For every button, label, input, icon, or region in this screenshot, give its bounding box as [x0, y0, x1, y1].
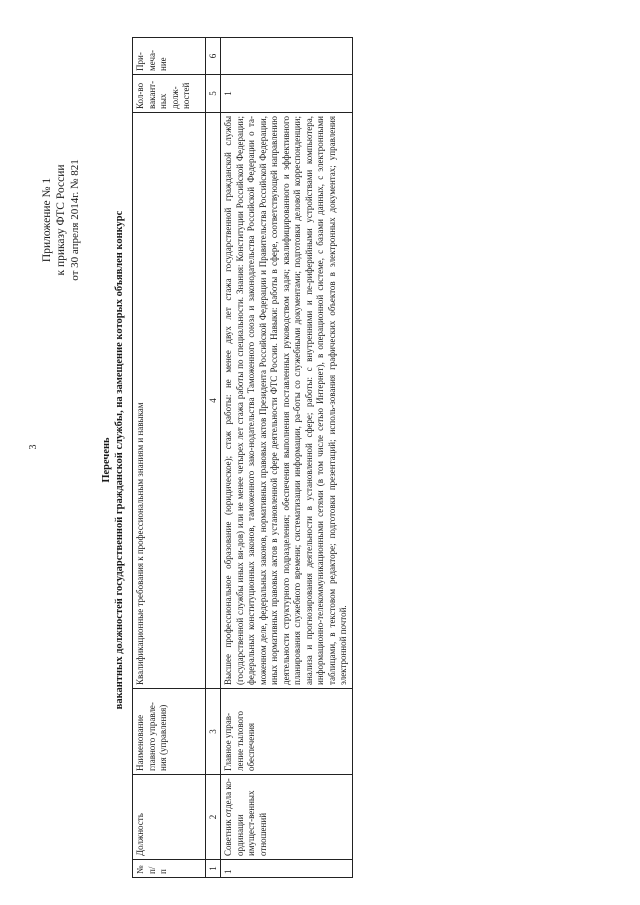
row-requirements: Высшее профессиональное образование (юридическое); стаж работы: не менее двух лет стажа государственной гражданской службы (государственной службы иных ви-дов) или не менее четырех лет стажа работы по специальности. Знания: Конституции Российской Федерации; федеральных конституционных законов, таможенного зако-нодательства Таможенного союза и законодательства Российской Федерации о та-моженном деле, федеральных законов, нормативных правовых актов Президента Российской Федерации и Правительства Российской Федерации, иных нормативных правовых актов в установленной сфере деятельности ФТС России. Навыки: работы в сфере, соответствующей направлению деятельности структурного подразделения; обеспечения выполнения поставленных руководством задач; квалифицированного и эффективного планирования служебного времени; систематизации информации, ра-боты со служебными документами; подготовки деловой корреспонденции; анализа и прогнозирования деятельности в установленной сфере; работы: с внутренними и пе-риферийными устройствами компьютера, информационно-телекоммуникационными сетями (в том числе сетью Интернет), в операционной системе, с базами данных, с электронными таблицами, в текстовом редакторе; подготовки презентаций; исполь-зования графических объектов в электронных документах; управления электронной почтой.: [221, 113, 353, 689]
column-number-row: [206, 38, 221, 878]
row-department: Главное управ-ление тылового обеспечения: [221, 689, 353, 775]
appendix-line-1: Приложение № 1: [41, 177, 53, 263]
column-number: 4: [206, 113, 221, 689]
vacancies-table: [132, 37, 353, 878]
rotated-document-page: [28, 24, 638, 890]
header-department: Наименование главного управле-ния (управления): [133, 689, 206, 775]
column-number: 5: [206, 75, 221, 113]
document-title: [100, 50, 126, 870]
title-line-2: вакантных должностей государственной гражданской службы, на замещение которых объявлен конкурс: [114, 210, 125, 710]
row-number: 1: [221, 860, 353, 878]
row-position: Советник отдела ко-ординации имущест-венных отношений: [221, 775, 353, 860]
table-header-row: [133, 38, 206, 878]
header-requirements: Квалификационные требования к профессиональным знаниям и навыкам: [133, 113, 206, 689]
page-number: 3: [28, 444, 39, 450]
table-row: [221, 38, 353, 878]
appendix-line-3: от 30 апреля 2014г. № 821: [69, 159, 81, 281]
appendix-line-2: к приказу ФТС России: [55, 164, 67, 276]
column-number: 3: [206, 689, 221, 775]
title-line-1: Перечень: [101, 437, 112, 483]
column-number: 2: [206, 775, 221, 860]
appendix-block: [40, 90, 82, 350]
row-count: 1: [221, 75, 353, 113]
header-count: Кол-во вакант-ных долж-ностей: [133, 75, 206, 113]
column-number: 6: [206, 38, 221, 75]
header-number: № п/п: [133, 860, 206, 878]
column-number: 1: [206, 860, 221, 878]
header-note: При-меча-ние: [133, 38, 206, 75]
row-note: [221, 38, 353, 75]
header-position: Должность: [133, 775, 206, 860]
